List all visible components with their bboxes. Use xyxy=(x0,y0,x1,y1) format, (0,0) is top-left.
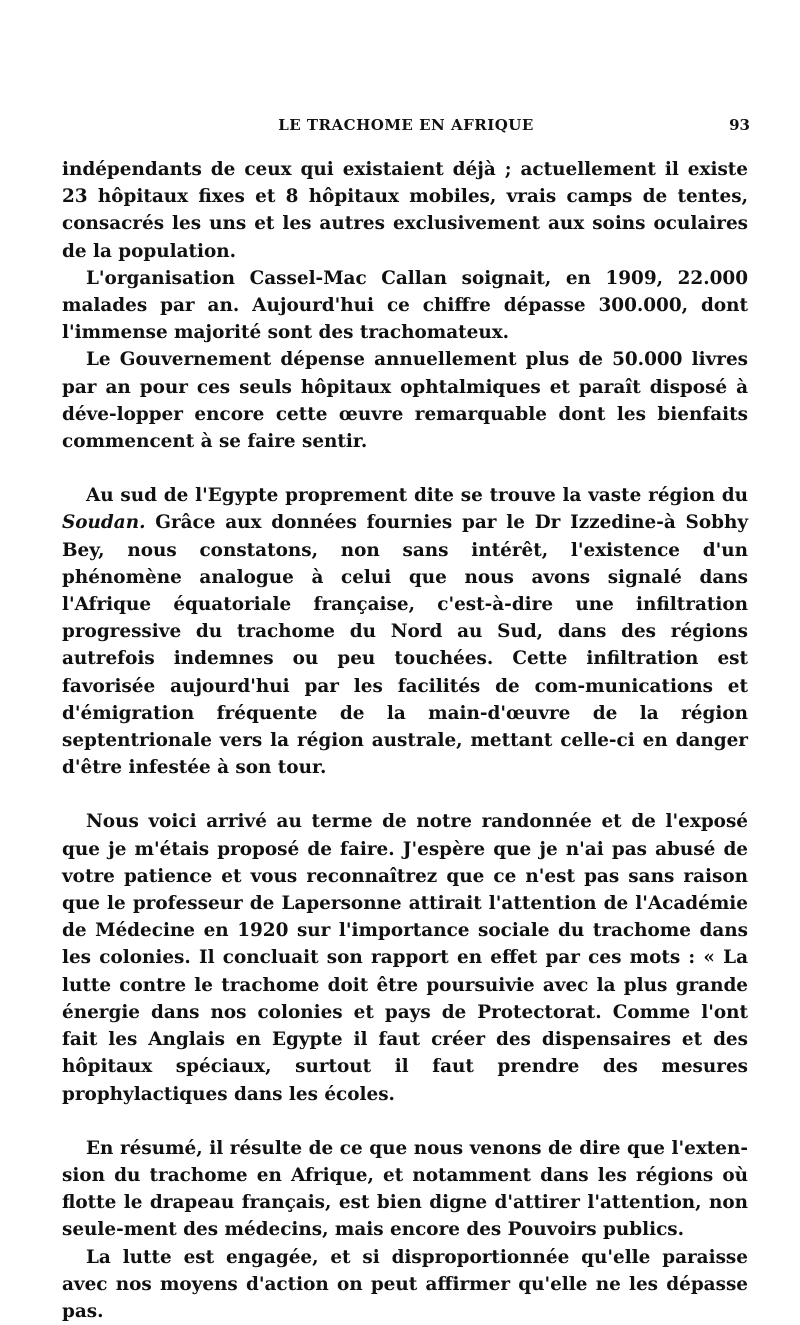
paragraph-5: Nous voici arrivé au terme de notre randonnée et de l'exposé que je m'étais proposé de faire. J'espère que je n'ai pas abusé de votre patience et vous reconnaîtrez que ce n'est pas sans raison que le professeur de Lapersonne attirait l'attention de l'Académie de Médecine en 1920 sur l'importance sociale du trachome dans les colonies. Il concluait son rapport en effet par ces mots : « La lutte contre le trachome doit être poursuivie avec la plus grande énergie dans nos colonies et pays de Protectorat. Comme l'ont fait les Anglais en Egypte il faut créer des dispensaires et des hôpitaux spéciaux, surtout il faut prendre des mesures prophylactiques dans les écoles. xyxy=(62,811,748,1105)
paragraph-4-start: Au sud de l'Egypte proprement dite se trouve la vaste région du xyxy=(86,485,748,507)
page-header xyxy=(62,116,750,138)
paragraph-4-rest: Grâce aux données fournies par le Dr Izzedine-à Sobhy Bey, nous constatons, non sans intérêt, l'existence d'un phénomène analogue à celui que nous avons signalé dans l'Afrique équatoriale française, c'est-à-dire une infiltration progressive du trachome du Nord au Sud, dans des régions autrefois indemnes ou peu touchées. Cette infiltration est favorisée aujourd'hui par les facilités de com-munications et d'émigration fréquente de la main-d'œuvre de la région septentrionale vers la région australe, mettant celle-ci en danger d'être infestée à son tour. xyxy=(62,512,748,779)
soudan-italic: Soudan. xyxy=(62,512,146,534)
paragraph-6: En résumé, il résulte de ce que nous venons de dire que l'exten-sion du trachome en Afrique, et notamment dans les régions où flotte le drapeau français, est bien digne d'attirer l'attention, non seule-ment des médecins, mais encore des Pouvoirs publics. xyxy=(62,1137,748,1241)
page-number: 93 xyxy=(729,116,750,134)
body-text xyxy=(62,156,748,1325)
paragraph-3: Le Gouvernement dépense annuellement plus de 50.000 livres par an pour ces seuls hôpitaux ophtalmiques et paraît disposé à déve-lopper encore cette œuvre remarquable dont les bienfaits commencent à se faire sentir. xyxy=(62,349,748,453)
paragraph-2: L'organisation Cassel-Mac Callan soignait, en 1909, 22.000 malades par an. Aujourd'hui ce chiffre dépasse 300.000, dont l'immense majorité sont des trachomateux. xyxy=(62,267,748,344)
running-title: LE TRACHOME EN AFRIQUE xyxy=(278,116,534,134)
paragraph-7: La lutte est engagée, et si disproportionnée qu'elle paraisse avec nos moyens d'action on peut affirmer qu'elle ne les dépasse pas. xyxy=(62,1246,748,1322)
paragraph-4 xyxy=(62,482,748,781)
paragraph-1: indépendants de ceux qui existaient déjà ; actuellement il existe 23 hôpitaux fixes et 8 hôpitaux mobiles, vrais camps de tentes, consacrés les uns et les autres exclusivement aux soins oculaires de la population. xyxy=(62,159,748,262)
